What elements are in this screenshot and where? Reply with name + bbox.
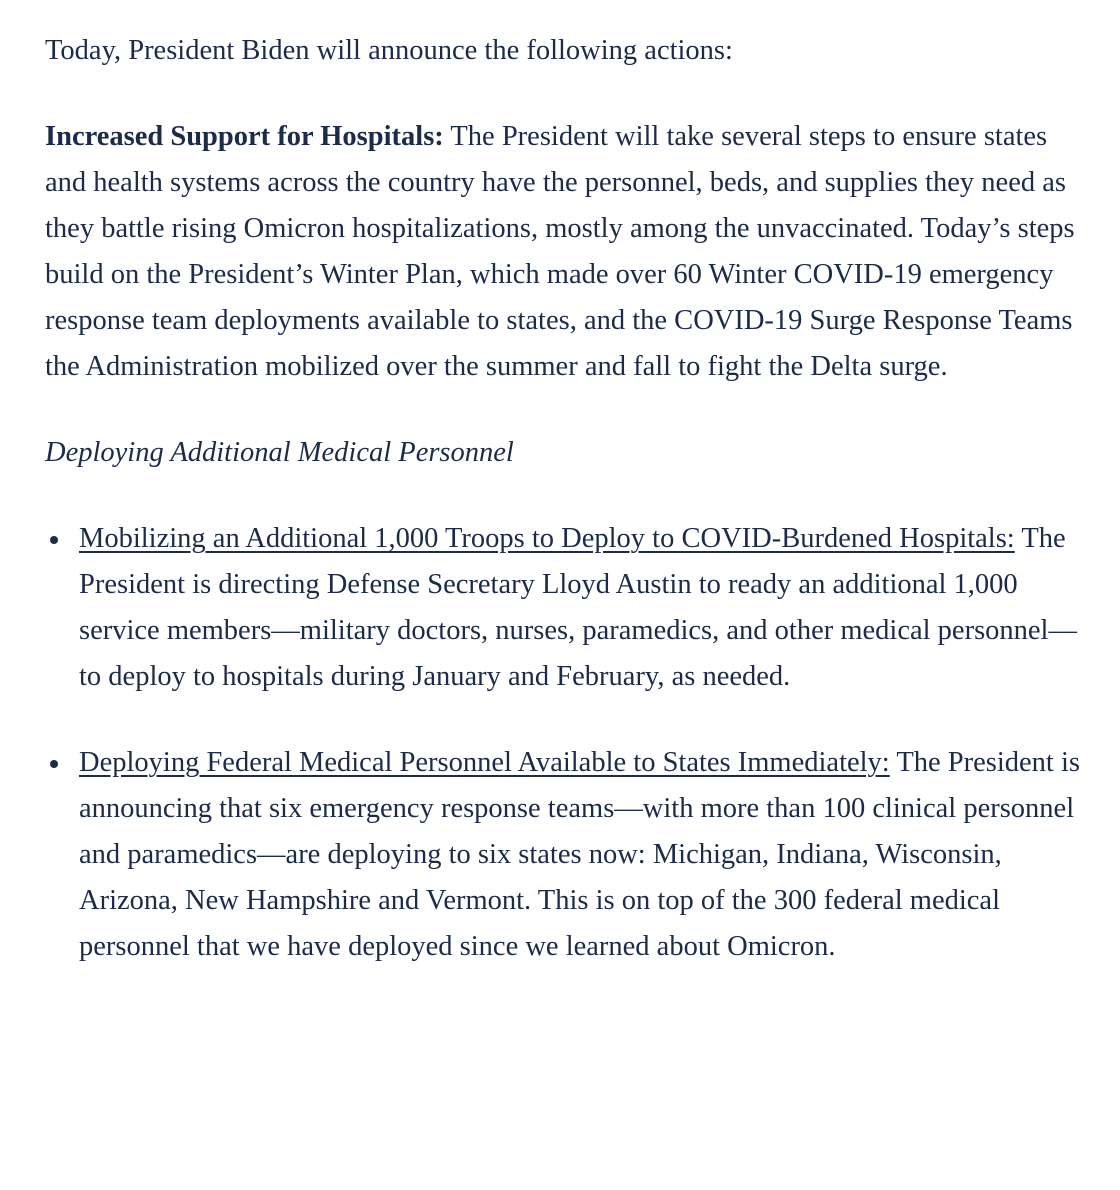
intro-text: Today, President Biden will announce the following actions: [45, 35, 733, 66]
bullet-icon [50, 760, 58, 768]
section-body: The President will take several steps to ensure states and health systems across the country have the personnel, beds, and supplies they need as they battle rising Omicron hospitalizations, mostly among the unvaccinated. Today’s steps build on the President’s Winter Plan, which made over 60 Winter COVID-19 emergency response team deployments available to states, and the COVID-19 Surge Response Teams the Administration mobilized over the summer and fall to fight the Delta surge. [45, 121, 1075, 382]
federal-personnel-link[interactable]: Deploying Federal Medical Personnel Available to States Immediately: [79, 747, 890, 778]
hospital-support-paragraph [45, 114, 1085, 390]
section-heading: Increased Support for Hospitals: [45, 121, 444, 152]
action-list [45, 516, 1085, 970]
list-item [45, 516, 1085, 700]
list-item-text: The President is directing Defense Secretary Lloyd Austin to ready an additional 1,000 service members—military doctors, nurses, paramedics, and other medical personnel—to deploy to hospitals during January and February, as needed. [79, 523, 1077, 692]
article-excerpt [45, 28, 1085, 1010]
troops-link[interactable]: Mobilizing an Additional 1,000 Troops to Deploy to COVID-Burdened Hospitals: [79, 523, 1015, 554]
list-item-text: The President is announcing that six emergency response teams—with more than 100 clinical personnel and paramedics—are deploying to six states now: Michigan, Indiana, Wisconsin, Arizona, New Hampshire and Vermont. This is on top of the 300 federal medical personnel that we have deployed since we learned about Omicron. [79, 747, 1080, 962]
bullet-icon [50, 536, 58, 544]
subheading [45, 430, 1085, 476]
list-item [45, 740, 1085, 970]
subheading-text: Deploying Additional Medical Personnel [45, 437, 514, 468]
intro-paragraph [45, 28, 1085, 74]
